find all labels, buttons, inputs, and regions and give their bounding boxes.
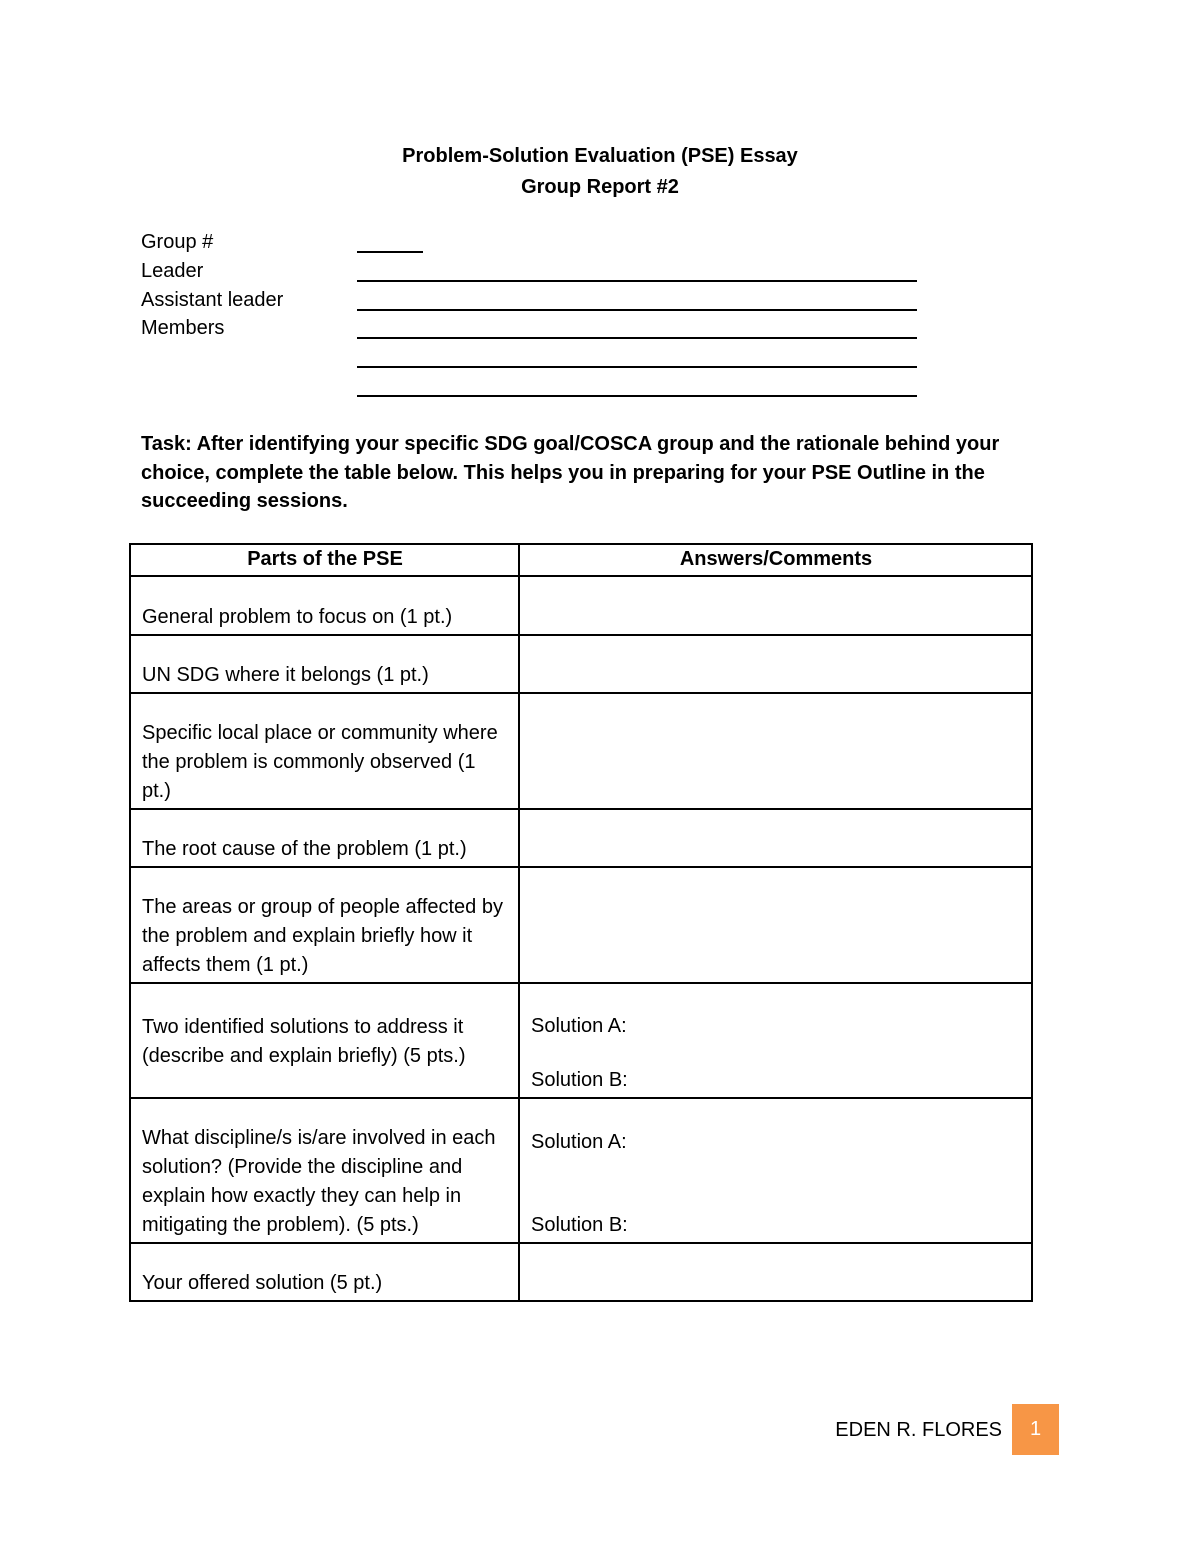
leader-field[interactable] bbox=[357, 280, 917, 282]
answer-cell[interactable] bbox=[519, 1243, 1032, 1301]
assistant-leader-field[interactable] bbox=[357, 309, 917, 311]
answer-cell[interactable] bbox=[519, 983, 1032, 1098]
assistant-leader-label: Assistant leader bbox=[141, 289, 284, 311]
answer-cell[interactable] bbox=[519, 867, 1032, 983]
answer-cell[interactable] bbox=[519, 809, 1032, 867]
solution-b-label: Solution B: bbox=[531, 1069, 628, 1091]
document-title: Problem-Solution Evaluation (PSE) Essay bbox=[402, 145, 798, 167]
part-cell: The root cause of the problem (1 pt.) bbox=[130, 809, 519, 867]
members-label: Members bbox=[141, 317, 225, 339]
page-number-badge: 1 bbox=[1012, 1404, 1059, 1455]
table-row bbox=[130, 576, 1032, 635]
group-number-label: Group # bbox=[141, 231, 214, 253]
group-number-field[interactable] bbox=[357, 251, 423, 253]
table-row bbox=[130, 809, 1032, 867]
solution-b-label: Solution B: bbox=[531, 1214, 628, 1236]
answer-cell[interactable] bbox=[519, 576, 1032, 635]
part-cell: General problem to focus on (1 pt.) bbox=[130, 576, 519, 635]
table-row bbox=[130, 1098, 1032, 1243]
part-cell: What discipline/s is/are involved in each solution? (Provide the discipline and explain how exactly they can help in mitigating the problem). (5 pts.) bbox=[130, 1098, 519, 1243]
part-cell: Specific local place or community where the problem is commonly observed (1 pt.) bbox=[130, 693, 519, 809]
part-cell: UN SDG where it belongs (1 pt.) bbox=[130, 635, 519, 693]
answer-cell[interactable] bbox=[519, 693, 1032, 809]
part-cell: Your offered solution (5 pt.) bbox=[130, 1243, 519, 1301]
solution-a-label: Solution A: bbox=[531, 1131, 627, 1153]
answer-cell[interactable] bbox=[519, 635, 1032, 693]
table-row bbox=[130, 635, 1032, 693]
member-field[interactable] bbox=[357, 395, 917, 397]
column-header-parts: Parts of the PSE bbox=[130, 544, 519, 576]
table-row bbox=[130, 983, 1032, 1098]
column-header-answers: Answers/Comments bbox=[519, 544, 1032, 576]
part-cell: The areas or group of people affected by the problem and explain briefly how it affects them (1 pt.) bbox=[130, 867, 519, 983]
table-row bbox=[130, 1243, 1032, 1301]
answer-cell[interactable] bbox=[519, 1098, 1032, 1243]
member-field[interactable] bbox=[357, 366, 917, 368]
table-row bbox=[130, 867, 1032, 983]
table-header-row bbox=[130, 544, 1032, 576]
leader-label: Leader bbox=[141, 260, 204, 282]
pse-table bbox=[129, 543, 1033, 1302]
table-row bbox=[130, 693, 1032, 809]
task-instructions: Task: After identifying your specific SDG goal/COSCA group and the rationale behind your choice, complete the table below. This helps you in preparing for your PSE Outline in the succeeding sessions. bbox=[141, 433, 1000, 512]
document-subtitle: Group Report #2 bbox=[521, 176, 679, 198]
footer-author: EDEN R. FLORES bbox=[835, 1419, 1002, 1441]
part-cell: Two identified solutions to address it (describe and explain briefly) (5 pts.) bbox=[130, 983, 519, 1098]
member-field[interactable] bbox=[357, 337, 917, 339]
solution-a-label: Solution A: bbox=[531, 1015, 627, 1037]
